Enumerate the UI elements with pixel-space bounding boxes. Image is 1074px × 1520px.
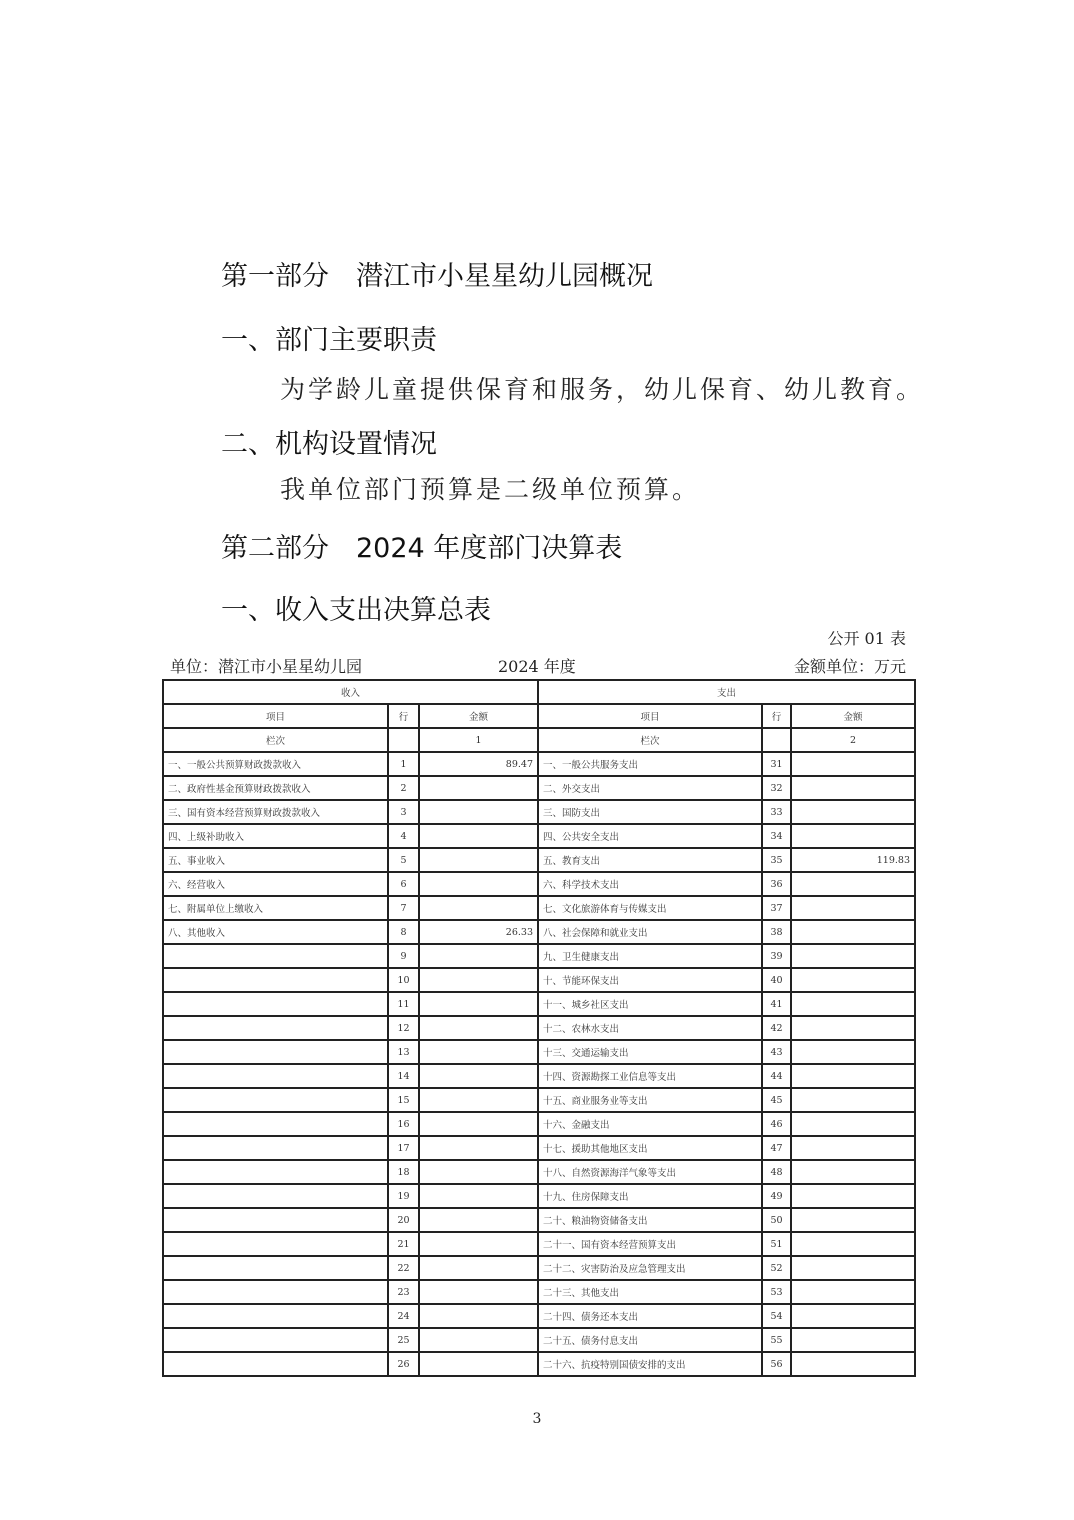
expense-item: 十六、金融支出: [538, 1112, 762, 1136]
income-amount: [419, 1160, 538, 1184]
income-row-number: 4: [388, 824, 419, 848]
table-row: [163, 1016, 915, 1040]
table-column-header-row: [163, 704, 915, 728]
income-row-number: 9: [388, 944, 419, 968]
expense-amount: [791, 824, 915, 848]
income-item: 一、一般公共预算财政拨款收入: [163, 752, 388, 776]
page-number: 3: [532, 1411, 542, 1427]
income-row-number: 12: [388, 1016, 419, 1040]
income-row-number: 1: [388, 752, 419, 776]
income-item: [163, 1088, 388, 1112]
income-item: [163, 968, 388, 992]
income-amount: [419, 872, 538, 896]
expense-row-number: 56: [762, 1352, 791, 1376]
expense-amount: [791, 752, 915, 776]
income-lanci-label: 栏次: [163, 728, 388, 752]
income-item: [163, 1232, 388, 1256]
income-amount: [419, 1304, 538, 1328]
expense-row-number: 55: [762, 1328, 791, 1352]
expense-row-number: 54: [762, 1304, 791, 1328]
income-row-number: 26: [388, 1352, 419, 1376]
table-row: [163, 872, 915, 896]
expense-row-number: 40: [762, 968, 791, 992]
income-amount: [419, 1064, 538, 1088]
expense-item: 二十四、债务还本支出: [538, 1304, 762, 1328]
income-amount: [419, 1112, 538, 1136]
expense-item: 二十五、债务付息支出: [538, 1328, 762, 1352]
income-item: [163, 1184, 388, 1208]
income-amount: 26.33: [419, 920, 538, 944]
income-row-number: 16: [388, 1112, 419, 1136]
expense-row-number: 51: [762, 1232, 791, 1256]
income-item: [163, 1160, 388, 1184]
table-row: [163, 1232, 915, 1256]
expense-amount: [791, 776, 915, 800]
expense-row-number: 39: [762, 944, 791, 968]
income-lanci-number: 1: [419, 728, 538, 752]
section-org-title: 二、机构设置情况: [221, 429, 437, 460]
income-lanci-row: [388, 728, 419, 752]
income-item: 七、附属单位上缴收入: [163, 896, 388, 920]
expense-row-number: 37: [762, 896, 791, 920]
income-item: 三、国有资本经营预算财政拨款收入: [163, 800, 388, 824]
expense-item: 十九、住房保障支出: [538, 1184, 762, 1208]
expense-amount: [791, 1184, 915, 1208]
expense-row-number: 32: [762, 776, 791, 800]
income-item: [163, 1112, 388, 1136]
income-row-number: 14: [388, 1064, 419, 1088]
income-amount: [419, 1184, 538, 1208]
expense-amount: [791, 896, 915, 920]
income-amount: [419, 1088, 538, 1112]
expense-item: 十七、援助其他地区支出: [538, 1136, 762, 1160]
income-row-number: 6: [388, 872, 419, 896]
income-row-number: 11: [388, 992, 419, 1016]
expense-item: 二十、粮油物资储备支出: [538, 1208, 762, 1232]
expense-row-number: 38: [762, 920, 791, 944]
table-row: [163, 968, 915, 992]
expense-item: 八、社会保障和就业支出: [538, 920, 762, 944]
table-row: [163, 776, 915, 800]
income-row-number: 20: [388, 1208, 419, 1232]
expense-item: 十二、农林水支出: [538, 1016, 762, 1040]
income-row-number: 15: [388, 1088, 419, 1112]
table-row: [163, 1184, 915, 1208]
expense-row-number: 44: [762, 1064, 791, 1088]
year-label: 2024 年度: [498, 657, 576, 676]
expense-amount: [791, 1304, 915, 1328]
income-row-number: 18: [388, 1160, 419, 1184]
expense-item: 十三、交通运输支出: [538, 1040, 762, 1064]
income-amount: [419, 992, 538, 1016]
expense-row-number: 53: [762, 1280, 791, 1304]
expense-row-number: 41: [762, 992, 791, 1016]
income-item: [163, 1040, 388, 1064]
income-amount: [419, 944, 538, 968]
expense-amount: [791, 872, 915, 896]
expense-amount: [791, 1160, 915, 1184]
table-row: [163, 1304, 915, 1328]
income-amount: [419, 1232, 538, 1256]
table-row: [163, 824, 915, 848]
part1-title: 第一部分 潜江市小星星幼儿园概况: [221, 261, 653, 292]
income-row-number: 21: [388, 1232, 419, 1256]
income-item: 五、事业收入: [163, 848, 388, 872]
expense-amount: [791, 1112, 915, 1136]
expense-item: 九、卫生健康支出: [538, 944, 762, 968]
income-item: 六、经营收入: [163, 872, 388, 896]
expense-amount-header: 金额: [791, 704, 915, 728]
income-amount: [419, 1040, 538, 1064]
table-row: [163, 1112, 915, 1136]
table-row: [163, 1208, 915, 1232]
expense-item: 二十六、抗疫特别国债安排的支出: [538, 1352, 762, 1376]
income-row-number: 10: [388, 968, 419, 992]
expense-item: 十、节能环保支出: [538, 968, 762, 992]
expense-item: 四、公共安全支出: [538, 824, 762, 848]
expense-row-number: 45: [762, 1088, 791, 1112]
income-item: [163, 1352, 388, 1376]
table-section-header-row: [163, 680, 915, 704]
table-row: [163, 896, 915, 920]
expense-row-number: 31: [762, 752, 791, 776]
table-row: [163, 1280, 915, 1304]
expense-item: 一、一般公共服务支出: [538, 752, 762, 776]
table-row: [163, 1040, 915, 1064]
expense-amount: [791, 1064, 915, 1088]
expense-amount: [791, 968, 915, 992]
expense-amount: 119.83: [791, 848, 915, 872]
income-row-number: 2: [388, 776, 419, 800]
income-item: [163, 1280, 388, 1304]
expense-row-number: 34: [762, 824, 791, 848]
expense-lanci-row: [762, 728, 791, 752]
expense-row-header: 行: [762, 704, 791, 728]
expense-lanci-label: 栏次: [538, 728, 762, 752]
section-duties-text: 为学龄儿童提供保育和服务，幼儿保育、幼儿教育。: [280, 375, 925, 404]
currency-unit-label: 金额单位：万元: [793, 657, 906, 676]
expense-amount: [791, 1256, 915, 1280]
expense-amount: [791, 1280, 915, 1304]
expense-item: 六、科学技术支出: [538, 872, 762, 896]
income-amount: [419, 1208, 538, 1232]
income-row-number: 3: [388, 800, 419, 824]
table-row: [163, 992, 915, 1016]
expense-item: 二十三、其他支出: [538, 1280, 762, 1304]
expense-amount: [791, 992, 915, 1016]
expense-row-number: 48: [762, 1160, 791, 1184]
income-item: [163, 1304, 388, 1328]
table-row: [163, 1160, 915, 1184]
income-amount: 89.47: [419, 752, 538, 776]
income-item: [163, 992, 388, 1016]
income-header: 收入: [163, 680, 538, 704]
income-row-header: 行: [388, 704, 419, 728]
income-item: [163, 1328, 388, 1352]
income-item: [163, 1136, 388, 1160]
income-amount: [419, 824, 538, 848]
income-amount: [419, 1280, 538, 1304]
section-org-text: 我单位部门预算是二级单位预算。: [280, 475, 701, 504]
table-row: [163, 1256, 915, 1280]
table-row: [163, 800, 915, 824]
expense-amount: [791, 944, 915, 968]
income-item: [163, 1016, 388, 1040]
expense-amount: [791, 1352, 915, 1376]
income-row-number: 13: [388, 1040, 419, 1064]
expense-row-number: 47: [762, 1136, 791, 1160]
income-amount: [419, 896, 538, 920]
income-item: 四、上级补助收入: [163, 824, 388, 848]
unit-label: 单位：潜江市小星星幼儿园: [170, 657, 363, 676]
expense-row-number: 50: [762, 1208, 791, 1232]
income-amount: [419, 1136, 538, 1160]
table-row: [163, 1064, 915, 1088]
expense-amount: [791, 1040, 915, 1064]
income-amount: [419, 1352, 538, 1376]
income-amount: [419, 1328, 538, 1352]
table-row: [163, 752, 915, 776]
expense-item-header: 项目: [538, 704, 762, 728]
form-number: 公开 01 表: [827, 629, 906, 648]
income-row-number: 8: [388, 920, 419, 944]
income-item: 八、其他收入: [163, 920, 388, 944]
expense-item: 十四、资源勘探工业信息等支出: [538, 1064, 762, 1088]
expense-item: 三、国防支出: [538, 800, 762, 824]
income-amount: [419, 848, 538, 872]
table-row: [163, 920, 915, 944]
table-lanci-row: [163, 728, 915, 752]
table-row: [163, 1088, 915, 1112]
expense-row-number: 43: [762, 1040, 791, 1064]
expense-item: 五、教育支出: [538, 848, 762, 872]
income-amount: [419, 1016, 538, 1040]
income-item: [163, 1208, 388, 1232]
expense-row-number: 49: [762, 1184, 791, 1208]
income-item: 二、政府性基金预算财政拨款收入: [163, 776, 388, 800]
income-item: [163, 944, 388, 968]
expense-amount: [791, 1088, 915, 1112]
income-row-number: 5: [388, 848, 419, 872]
expense-item: 七、文化旅游体育与传媒支出: [538, 896, 762, 920]
expense-amount: [791, 1016, 915, 1040]
expense-amount: [791, 920, 915, 944]
income-row-number: 19: [388, 1184, 419, 1208]
table-row: [163, 1328, 915, 1352]
expense-row-number: 52: [762, 1256, 791, 1280]
income-row-number: 25: [388, 1328, 419, 1352]
income-row-number: 24: [388, 1304, 419, 1328]
expense-row-number: 46: [762, 1112, 791, 1136]
expense-row-number: 36: [762, 872, 791, 896]
income-row-number: 23: [388, 1280, 419, 1304]
expense-item: 十一、城乡社区支出: [538, 992, 762, 1016]
expense-item: 二、外交支出: [538, 776, 762, 800]
expense-item: 二十二、灾害防治及应急管理支出: [538, 1256, 762, 1280]
income-row-number: 22: [388, 1256, 419, 1280]
table-row: [163, 1352, 915, 1376]
income-row-number: 7: [388, 896, 419, 920]
expense-row-number: 35: [762, 848, 791, 872]
expense-item: 十五、商业服务业等支出: [538, 1088, 762, 1112]
section-duties-title: 一、部门主要职责: [221, 325, 437, 356]
expense-row-number: 33: [762, 800, 791, 824]
expense-item: 二十一、国有资本经营预算支出: [538, 1232, 762, 1256]
table-row: [163, 1136, 915, 1160]
income-amount: [419, 968, 538, 992]
expense-amount: [791, 1208, 915, 1232]
income-amount: [419, 776, 538, 800]
income-expense-table: [162, 679, 916, 1377]
section-table-title: 一、收入支出决算总表: [221, 595, 491, 626]
part2-title: 第二部分 2024 年度部门决算表: [221, 533, 623, 564]
income-row-number: 17: [388, 1136, 419, 1160]
expense-amount: [791, 800, 915, 824]
expense-lanci-number: 2: [791, 728, 915, 752]
table-row: [163, 944, 915, 968]
income-amount: [419, 1256, 538, 1280]
expense-amount: [791, 1232, 915, 1256]
expense-amount: [791, 1328, 915, 1352]
income-item: [163, 1064, 388, 1088]
expense-amount: [791, 1136, 915, 1160]
income-amount: [419, 800, 538, 824]
table-row: [163, 848, 915, 872]
income-amount-header: 金额: [419, 704, 538, 728]
expense-header: 支出: [538, 680, 915, 704]
income-item-header: 项目: [163, 704, 388, 728]
expense-item: 十八、自然资源海洋气象等支出: [538, 1160, 762, 1184]
income-item: [163, 1256, 388, 1280]
expense-row-number: 42: [762, 1016, 791, 1040]
